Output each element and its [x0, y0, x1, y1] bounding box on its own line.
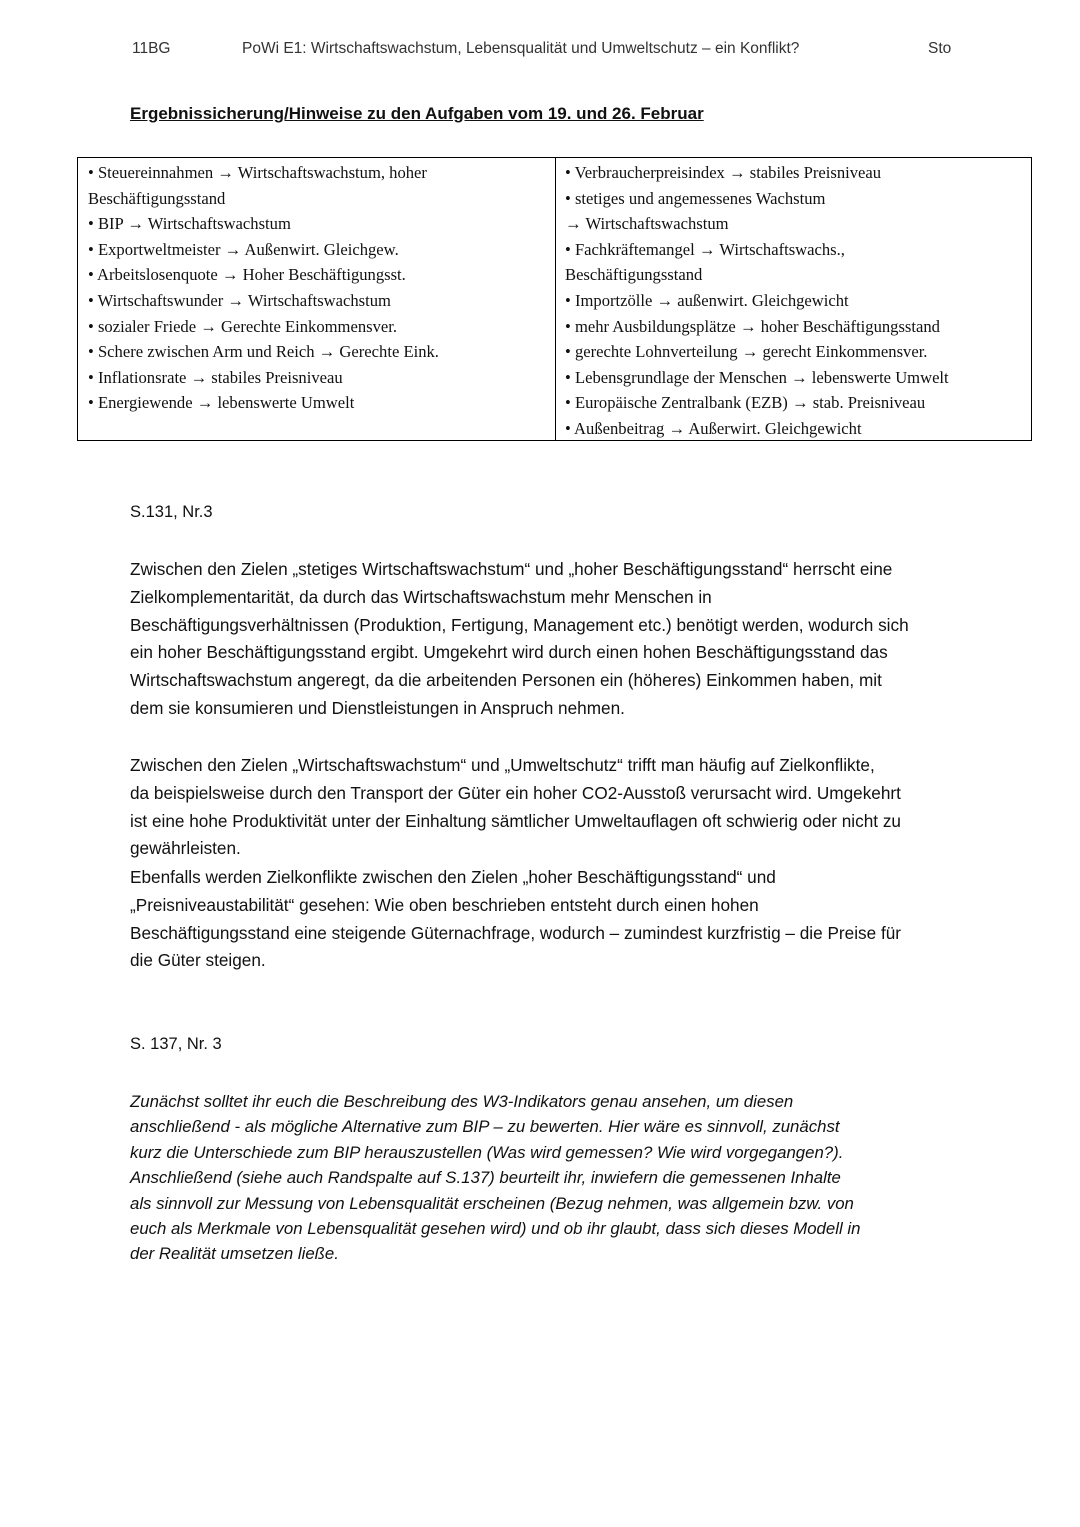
table-line: → Wirtschaftswachstum: [565, 214, 729, 234]
paragraph-complementarity: [130, 556, 980, 723]
text-line: der Realität umsetzen ließe.: [130, 1244, 339, 1264]
table-line: • Wirtschaftswunder → Wirtschaftswachstum: [88, 290, 391, 310]
text-line: anschließend - als mögliche Alternative zum BIP – zu bewerten. Hier wäre es sinnvoll, zunächst: [130, 1117, 840, 1137]
table-line: • sozialer Friede → Gerechte Einkommensver.: [88, 316, 398, 336]
text-line: euch als Merkmale von Lebensqualität gesehen wird) und ob ihr glaubt, dass sich dieses Modell in: [130, 1219, 861, 1239]
table-line: • Lebensgrundlage der Menschen → lebenswerte Umwelt: [565, 367, 949, 387]
text-line: Zwischen den Zielen „stetiges Wirtschaftswachstum“ und „hoher Beschäftigungsstand“ herrscht eine: [130, 559, 893, 579]
section-label-s131: S.131, Nr.3: [130, 503, 213, 521]
paragraph-price-conflict: [130, 864, 980, 975]
paragraph-environment-conflict: [130, 752, 980, 863]
table-line: • Schere zwischen Arm und Reich → Gerechte Eink.: [88, 342, 439, 362]
text-line: Zwischen den Zielen „Wirtschaftswachstum“ und „Umweltschutz“ trifft man häufig auf Zielkonflikte,: [130, 755, 875, 775]
text-line: kurz die Unterschiede zum BIP herauszustellen (Was wird gemessen? Wie wird vorgegangen?).: [130, 1142, 844, 1162]
table-line: • mehr Ausbildungsplätze → hoher Beschäftigungsstand: [565, 316, 940, 336]
table-line: • Europäische Zentralbank (EZB) → stab. Preisniveau: [565, 393, 926, 413]
table-line: • gerechte Lohnverteilung → gerecht Einkommensver.: [565, 342, 928, 362]
text-line: die Güter steigen.: [130, 950, 266, 971]
table-line: • stetiges und angemessenes Wachstum: [565, 188, 826, 208]
header-class: 11BG: [132, 40, 171, 57]
text-line: Wirtschaftswachstum angeregt, da die arbeitenden Personen ein (höheres) Einkommen haben, mit: [130, 670, 882, 691]
text-line: Beschäftigungsverhältnissen (Produktion, Fertigung, Management etc.) benötigt werden, wodurch sich: [130, 614, 909, 635]
header-title: PoWi E1: Wirtschaftswachstum, Lebensqualität und Umweltschutz – ein Konflikt?: [242, 40, 800, 57]
text-line: als sinnvoll zur Messung von Lebensqualität erscheinen (Bezug nehmen, was allgemein bzw. von: [130, 1193, 854, 1213]
table-line: • Inflationsrate → stabiles Preisniveau: [88, 367, 343, 387]
text-line: ist eine hohe Produktivität unter der Einhaltung sämtlicher Umweltauflagen oft schwierig oder nicht zu: [130, 810, 901, 831]
table-line: • Außenbeitrag → Außerwirt. Gleichgewicht: [565, 418, 862, 438]
text-line: dem sie konsumieren und Dienstleistungen in Anspruch nehmen.: [130, 697, 625, 718]
table-line: • Importzölle → außenwirt. Gleichgewicht: [565, 290, 849, 310]
table-right-column: [556, 158, 1031, 440]
table-line: • BIP → Wirtschaftswachstum: [88, 214, 291, 234]
page-heading: Ergebnissicherung/Hinweise zu den Aufgaben vom 19. und 26. Februar: [130, 104, 704, 123]
table-line: • Verbraucherpreisindex → stabiles Preisniveau: [565, 163, 882, 182]
text-line: Ebenfalls werden Zielkonflikte zwischen den Zielen „hoher Beschäftigungsstand“ und: [130, 867, 776, 887]
text-line: gewährleisten.: [130, 838, 241, 859]
table-line: • Energiewende → lebenswerte Umwelt: [88, 393, 355, 413]
text-line: Zunächst solltet ihr euch die Beschreibung des W3-Indikators genau ansehen, um diesen: [130, 1092, 794, 1111]
text-line: Zielkomplementarität, da durch das Wirtschaftswachstum mehr Menschen in: [130, 586, 712, 607]
goals-table: [77, 157, 1032, 441]
section-label-s137: S. 137, Nr. 3: [130, 1035, 222, 1053]
table-line: • Fachkräftemangel → Wirtschaftswachs.,: [565, 239, 845, 259]
text-line: „Preisniveaustabilität“ gesehen: Wie oben beschrieben entsteht durch einen hohen: [130, 894, 759, 915]
header-teacher: Sto: [928, 40, 952, 57]
table-line: • Steuereinnahmen → Wirtschaftswachstum, hoher: [88, 163, 427, 182]
table-line: Beschäftigungsstand: [88, 188, 226, 208]
table-line: • Exportweltmeister → Außenwirt. Gleichgew.: [88, 239, 399, 259]
text-line: da beispielsweise durch den Transport der Güter ein hoher CO2-Ausstoß verursacht wird. Umgekehrt: [130, 782, 901, 803]
table-left-column: [78, 158, 556, 440]
table-line: Beschäftigungsstand: [565, 265, 703, 285]
paragraph-w3-instructions: [130, 1089, 980, 1267]
table-line: • Arbeitslosenquote → Hoher Beschäftigungsst.: [88, 265, 406, 285]
text-line: Beschäftigungsstand eine steigende Güternachfrage, wodurch – zumindest kurzfristig – die Preise für: [130, 922, 902, 943]
text-line: Anschließend (siehe auch Randspalte auf S.137) beurteilt ihr, inwiefern die gemessenen Inhalte: [130, 1168, 841, 1188]
text-line: ein hoher Beschäftigungsstand ergibt. Umgekehrt wird durch einen hohen Beschäftigungsstand das: [130, 642, 888, 663]
